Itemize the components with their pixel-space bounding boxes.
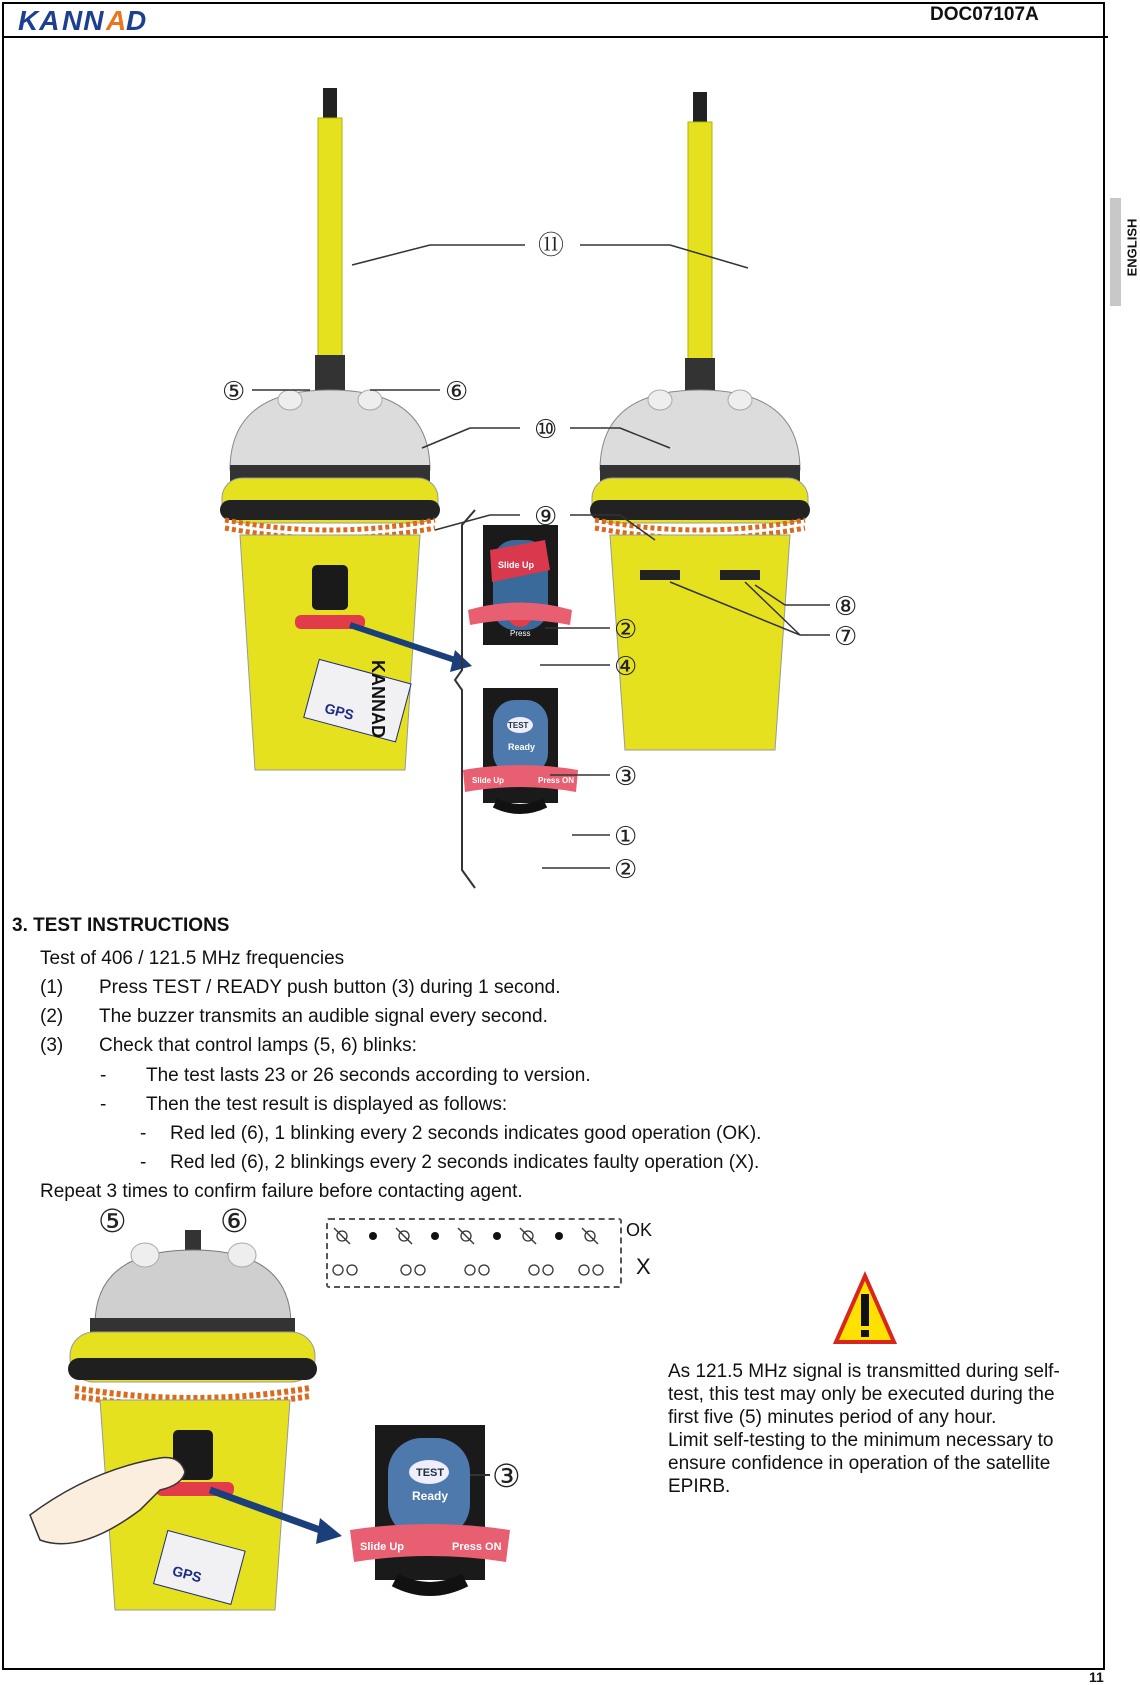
- warning-paragraph-1: As 121.5 MHz signal is transmitted during self-test, this test may only be executed during the first five (5) minutes period of any hour.: [668, 1361, 1060, 1428]
- svg-text:KANNAD: KANNAD: [368, 660, 388, 738]
- svg-text:GPS: GPS: [170, 1562, 204, 1586]
- switch-press-text: Press: [510, 629, 531, 638]
- bottom-switch-ready-text: Ready: [412, 1489, 449, 1503]
- sub-item-2-dash: -: [100, 1094, 107, 1115]
- callout-3: ③: [614, 762, 638, 792]
- page-number: 11: [1089, 1669, 1104, 1685]
- callout-6-bottom: ⑥: [220, 1202, 249, 1240]
- callout-11: ⑪: [538, 231, 565, 261]
- result-ok-dash: -: [140, 1123, 147, 1144]
- bottom-switch-slide-up-text: Slide Up: [360, 1541, 405, 1553]
- callout-2b: ②: [614, 855, 638, 885]
- test-procedure-figure: [20, 1202, 660, 1670]
- callout-5-bottom: ⑤: [98, 1202, 127, 1240]
- brand-logo: [18, 4, 168, 42]
- bottom-switch-test-text: TEST: [416, 1467, 445, 1479]
- step-2-text: The buzzer transmits an audible signal every second.: [99, 1006, 548, 1027]
- language-tab-label: ENGLISH: [1124, 218, 1140, 277]
- callout-9: ⑨: [534, 502, 558, 532]
- callout-1: ①: [614, 822, 638, 852]
- callout-6: ⑥: [445, 377, 469, 407]
- sub-item-1-dash: -: [100, 1065, 107, 1086]
- step-2-num: (2): [40, 1006, 64, 1027]
- result-fail-text: Red led (6), 2 blinkings every 2 seconds indicates faulty operation (X).: [170, 1152, 760, 1173]
- step-1-text: Press TEST / READY push button (3) during 1 second.: [99, 977, 561, 998]
- svg-text:D: D: [126, 5, 148, 36]
- step-3-text: Check that control lamps (5, 6) blinks:: [99, 1035, 417, 1056]
- switch-slide-up-text-2: Slide Up: [472, 776, 505, 785]
- sub-item-2-text: Then the test result is displayed as follows:: [146, 1094, 508, 1115]
- callout-4: ④: [614, 652, 638, 682]
- sub-item-1-text: The test lasts 23 or 26 seconds according to version.: [146, 1065, 591, 1086]
- switch-slide-up-text-1: Slide Up: [498, 560, 535, 570]
- result-fail-dash: -: [140, 1152, 147, 1173]
- document-id: DOC07107A: [930, 4, 1039, 25]
- switch-ready-text: Ready: [508, 742, 536, 752]
- bottom-switch-press-on-text: Press ON: [452, 1541, 502, 1553]
- language-tab[interactable]: [1110, 198, 1121, 306]
- callout-7: ⑦: [834, 622, 858, 652]
- switch-test-text: TEST: [508, 721, 529, 730]
- intro-line: Test of 406 / 121.5 MHz frequencies: [40, 948, 345, 969]
- callout-10: ⑩: [534, 415, 558, 445]
- warning-icon: [834, 1274, 896, 1349]
- beacon-parts-figure: [200, 70, 960, 900]
- result-ok-text: Red led (6), 1 blinking every 2 seconds indicates good operation (OK).: [170, 1123, 762, 1144]
- section-title: 3. TEST INSTRUCTIONS: [12, 915, 230, 936]
- callout-8: ⑧: [834, 592, 858, 622]
- switch-press-on-text: Press ON: [538, 776, 575, 785]
- callout-3-bottom: ③: [492, 1457, 521, 1495]
- svg-text:GPS: GPS: [322, 699, 356, 723]
- x-label: X: [636, 1254, 651, 1279]
- warning-paragraph-2: Limit self-testing to the minimum necessary to ensure confidence in operation of the satellite EPIRB.: [668, 1430, 1054, 1497]
- svg-text:NN: NN: [62, 5, 105, 36]
- step-1-num: (1): [40, 977, 64, 998]
- svg-text:A: A: [106, 5, 128, 36]
- callout-2a: ②: [614, 615, 638, 645]
- repeat-line: Repeat 3 times to confirm failure before contacting agent.: [40, 1181, 523, 1202]
- ok-label: OK: [626, 1220, 653, 1240]
- svg-text:KA: KA: [18, 5, 61, 36]
- step-3-num: (3): [40, 1035, 64, 1056]
- warning-note: [668, 1360, 1078, 1498]
- callout-5: ⑤: [222, 377, 246, 407]
